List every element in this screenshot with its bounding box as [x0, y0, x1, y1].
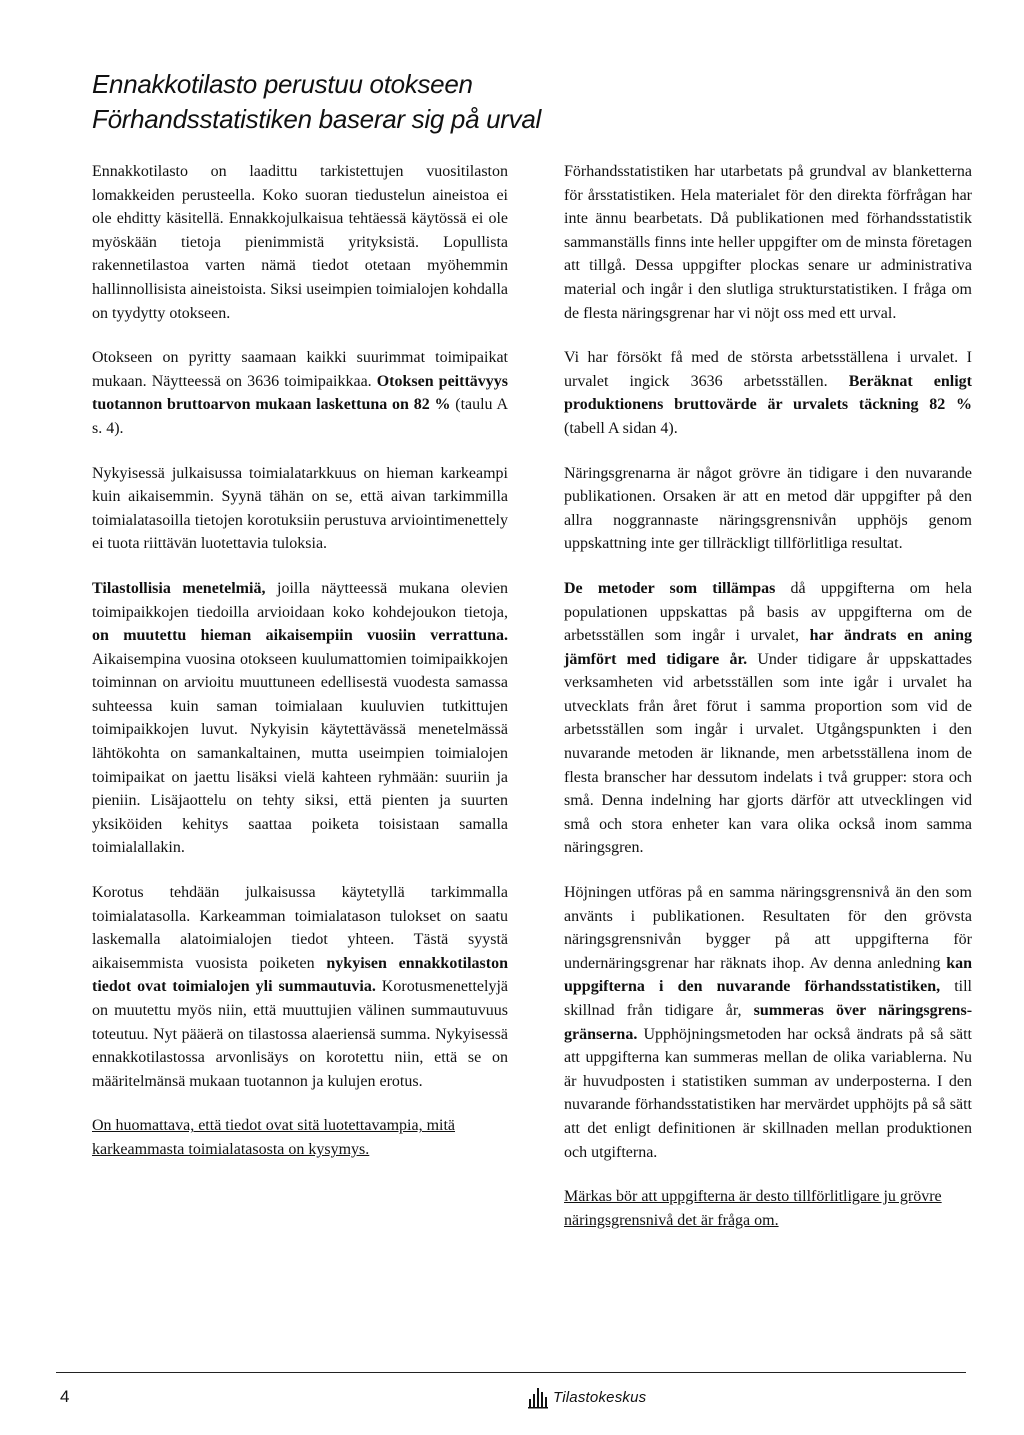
tilastokeskus-logo-icon	[527, 1385, 549, 1409]
right-column-swedish	[564, 160, 972, 1232]
sv-paragraph-1: Förhandsstatistiken har utarbetats på grundval av blanketterna för årsstatistiken. Hela materialet för den direkta förfrågan har inte ännu bearbetats. Då publikationen med förhandsstatistik sammanställs finns inte heller uppgifter om de minsta företagen att tillgå. Dessa uppgifter plockas senare ur administrativa material och ingår i den slutliga strukturstatistiken. I fråga om de flesta näringsgrenar har vi nöjt oss med ett urval.	[564, 163, 972, 322]
footer-divider	[56, 1372, 966, 1373]
left-column-finnish	[92, 160, 508, 1162]
sv-note: Märkas bör att uppgifterna är desto tillförlitligare ju grövre näringsgrensnivå det är fråga om.	[564, 1188, 942, 1229]
sv-paragraph-3: Näringsgrenarna är något grövre än tidigare i den nuvarande publikationen. Orsaken är att en metod där uppgifter på den allra noggrannaste näringsgrensnivån upphöjs genom uppskattning inte ger tillräckligt tillförlitliga resultat.	[564, 464, 972, 553]
title-swedish: Förhandsstatistiken baserar sig på urval	[92, 104, 542, 134]
fi-paragraph-5: Korotus tehdään julkaisussa käytetyllä tarkimmalla toimialatasolla. Karkeamman toimialatason tulokset on saatu laskemalla alatoimialojen tiedot yhteen. Tästä syystä aikaisemmista vuosista poiketen nykyisen ennakkotilaston tiedot ovat toimialojen yli summautuvia. Korotusmenettelyjä on muutettu myös niin, että muuttujien välinen summautuvuus toteutuu. Nyt pääerä on tilastossa alaeriensä summa. Nykyisessä ennakkotilastossa arvonlisäys on korotettu niin, että se on määritelmänsä mukaan tuotannon ja kulujen erotus.	[92, 884, 508, 1090]
sv-paragraph-2: Vi har försökt få med de största arbetsställena i urvalet. I urvalet ingick 3636 arbetsställen. Beräknat enligt produktionens bruttovärde är urvalets täckning 82 % (tabell A sidan 4).	[564, 349, 972, 437]
fi-note: On huomattava, että tiedot ovat sitä luotettavampia, mitä karkeammasta toimialatasosta on kysymys.	[92, 1117, 456, 1158]
fi-paragraph-2: Otokseen on pyritty saamaan kaikki suurimmat toimipaikat mukaan. Näytteessä on 3636 toimipaikkaa. Otoksen peittävyys tuotannon bruttoarvon mukaan laskettuna on 82 % (taulu A s. 4).	[92, 349, 508, 437]
fi-paragraph-1: Ennakkotilasto on laadittu tarkistettujen vuositilaston lomakkeiden perusteella. Koko suoran tiedustelun aineistoa ei ole ehditty käsitellä. Ennakkojulkaisua tehtäessä käytössä ei ole myöskään tietoja pienimmistä yrityksistä. Lopullista rakennetilastoa varten nämä tiedot otetaan myöhemmin hallinnollisista aineistoista. Siksi useimpien toimialojen kohdalla on tyydytty otokseen.	[92, 163, 508, 322]
brand-name: Tilastokeskus	[553, 1388, 647, 1406]
page-number: 4	[60, 1387, 70, 1406]
sv-paragraph-5: Höjningen utföras på en samma näringsgrensnivå än den som använts i publikationen. Resultaten för den grövsta näringsgrensnivån bygger på att uppgifterna för undernäringsgrenar har räknats ihop. Av denna anledning kan uppgifterna i den nuvarande förhandsstatistiken, till skillnad från tidigare år, summeras över näringsgrensgränserna. Upphöjningsmetoden har också ändrats på så sätt att uppgifterna kan summeras mellan de olika variablerna. Nu är huvudposten i statistiken summan av underposterna. I den nuvarande förhandsstatistiken har mervärdet upphöjts på så sätt att det enligt definitionen är skillnaden mellan produktionen och utgifterna.	[564, 884, 973, 1161]
fi-paragraph-3: Nykyisessä julkaisussa toimialatarkkuus on hieman karkeampi kuin aikaisemmin. Syynä tähän on se, että aivan tarkimmilla toimialatasoilla tietojen korotuksiin perustuva arviointimenettely ei tuota riittävän luotettavia tuloksia.	[92, 464, 508, 553]
title-finnish: Ennakkotilasto perustuu otokseen	[92, 69, 473, 99]
sv-paragraph-4: De metoder som tillämpas då uppgifterna om hela populationen uppskattas på basis av uppgifterna om de arbetsställen som ingår i urvalet, har ändrats en aning jämfört med tidigare år. Under tidigare år uppskattades verksamheten vid arbetsställen som inte igår i urvalet ha utvecklats från året förut i samma proportion som vid de arbetsställen som ingår i urvalet. Utgångspunkten i den nuvarande metoden är liknande, men arbetsställena inom de flesta branscher har dessutom indelats i två grupper: stora och små. Denna indelning har gjorts därför att utvecklingen vid små och stora enheter kan vara olika också inom samma näringsgren.	[564, 579, 973, 857]
fi-paragraph-4: Tilastollisia menetelmiä, joilla näytteessä mukana olevien toimipaikkojen tiedoilla arvioidaan koko kohdejoukon tietoja, on muutettu hieman aikaisempiin vuosiin verrattuna. Aikaisempina vuosina otokseen kuulumattomien toimipaikkojen toiminnan on arvioitu muuttuneen edellisestä vuodesta samassa suhteessa kuin saman toimialaan kuuluvien tutkittujen toimipaikkojen luvut. Nykyisin käytettävässä menetelmässä lähtökohta on samankaltainen, mutta useimpien toimialojen toimipaikat on jaettu lisäksi vielä kahteen ryhmään: suuriin ja pieniin. Lisäjaottelu on tehty siksi, että pienten ja suurten yksiköiden kehitys saattaa poiketa toisistaan samalla toimialallakin.	[92, 579, 509, 857]
footer-brand	[527, 1385, 646, 1409]
